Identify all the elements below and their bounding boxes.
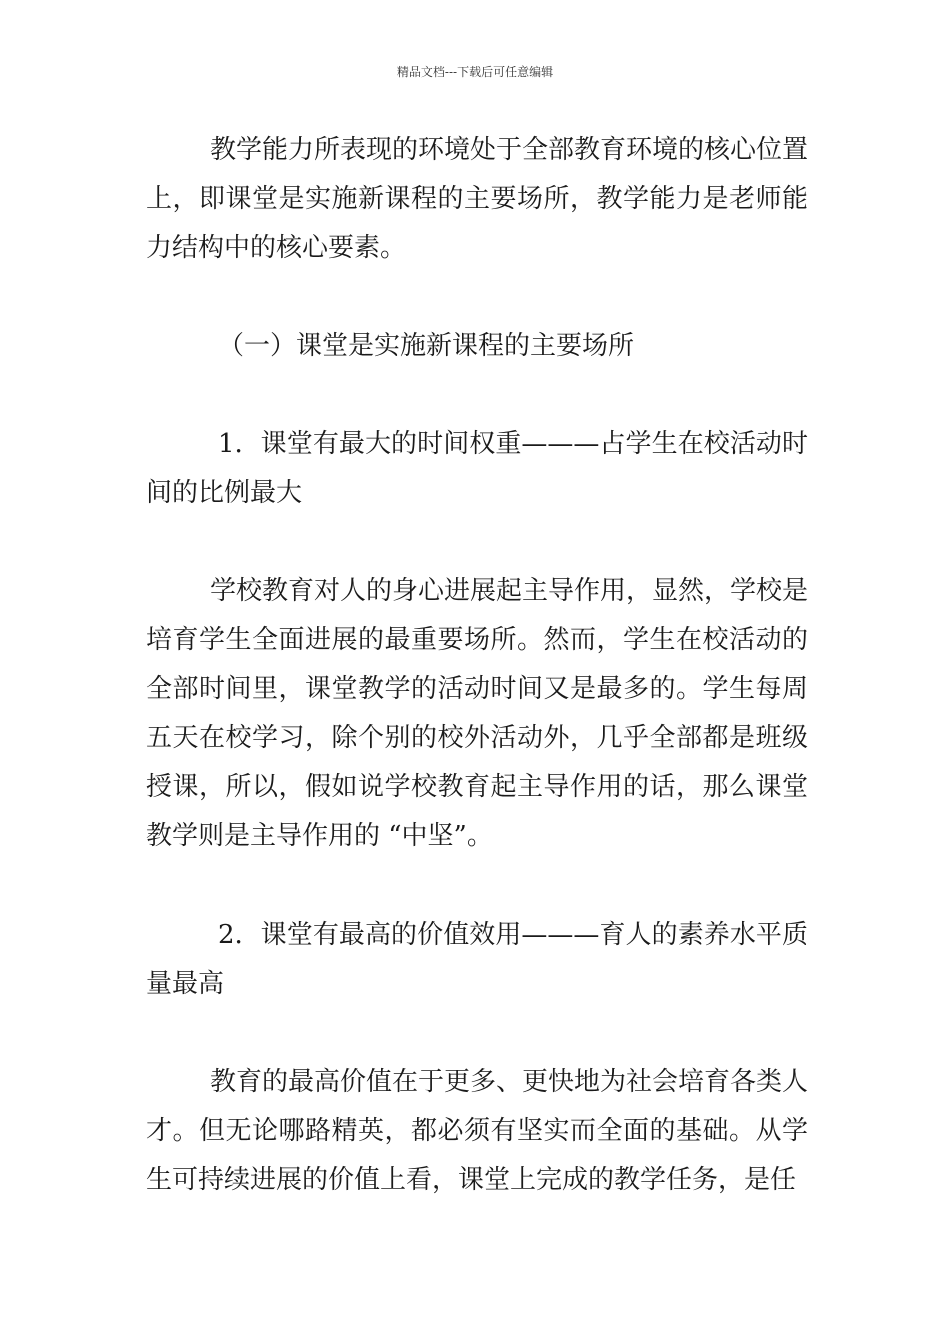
page-header: 精品文档---下载后可任意编辑	[396, 65, 554, 79]
paragraph-intro: 教学能力所表现的环境处于全部教育环境的核心位置上，即课堂是实施新课程的主要场所，教学能力是老师能力结构中的核心要素。	[146, 135, 809, 263]
paragraph-time-weight: 学校教育对人的身心进展起主导作用，显然，学校是培育学生全面进展的最重要场所。然而，学生在校活动的全部时间里，课堂教学的活动时间又是最多的。学生每周五天在校学习，除个别的校外活动外，几乎全部都是班级授课，所以，假如说学校教育起主导作用的话，那么课堂教学则是主导作用的 “中坚”。	[146, 576, 809, 851]
document-body	[146, 126, 808, 1205]
subsection-heading-1: 1．课堂有最大的时间权重———占学生在校活动时间的比例最大	[146, 429, 808, 508]
section-heading-1: （一）课堂是实施新课程的主要场所	[218, 331, 635, 361]
paragraph-value: 教育的最高价值在于更多、更快地为社会培育各类人才。但无论哪路精英，都必须有坚实而全面的基础。从学生可持续进展的价值上看，课堂上完成的教学任务，是任	[146, 1067, 809, 1195]
subsection-heading-2: 2．课堂有最高的价值效用———育人的素养水平质量最高	[146, 920, 808, 999]
